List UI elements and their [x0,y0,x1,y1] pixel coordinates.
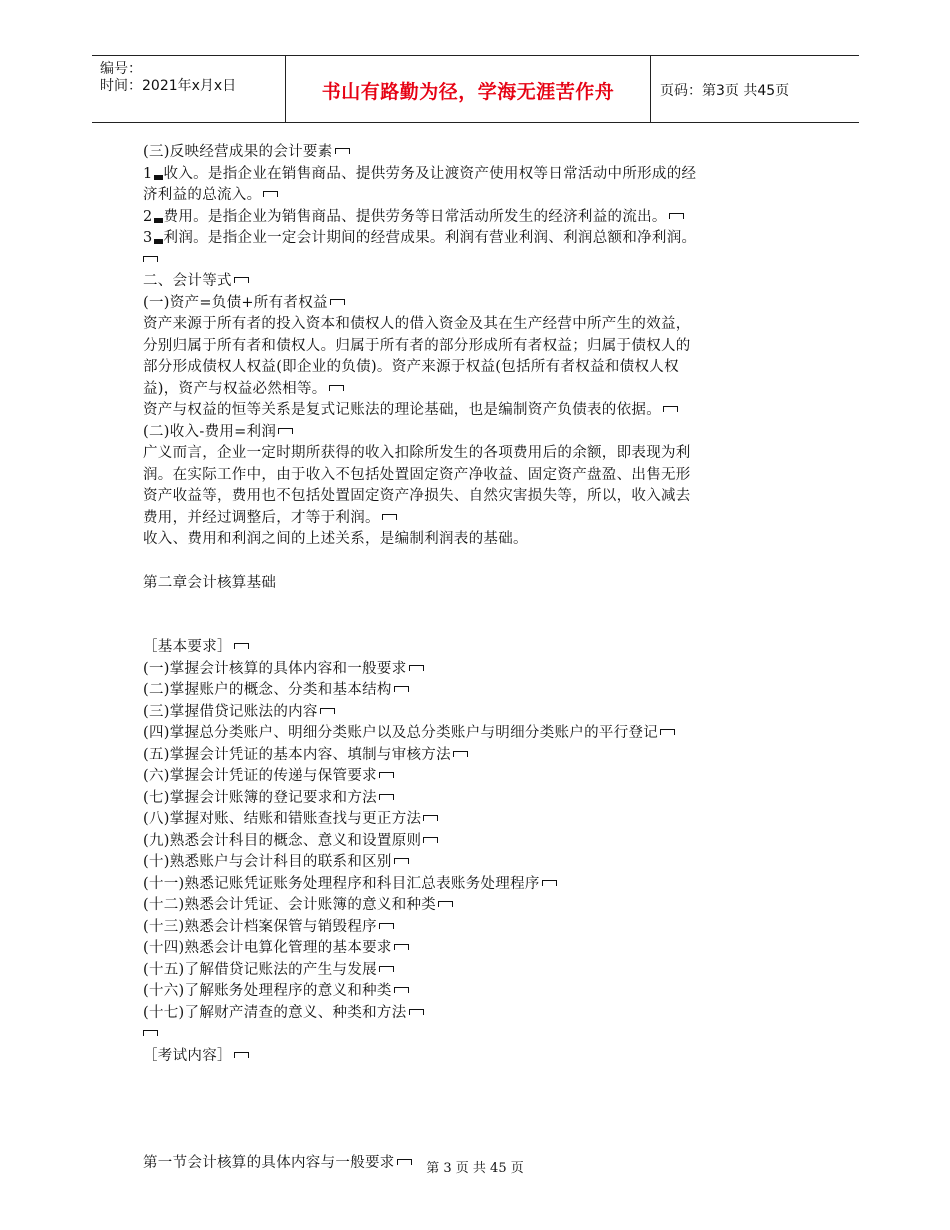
paragraph-mark-icon [335,148,350,155]
paragraph-mark-icon [423,815,438,822]
time-label: 时间：2021年x月x日 [100,78,237,94]
empty-paragraph [143,1024,823,1046]
paragraph-mark-icon [394,987,409,994]
list-item: (十四)熟悉会计电算化管理的基本要求 [143,938,823,960]
list-item: (一)掌握会计核算的具体内容和一般要求 [143,659,823,681]
paragraph-mark-icon [423,837,438,844]
paragraph-mark-icon [660,729,675,736]
page-header [92,55,859,123]
item-profit: 3 利润。是指企业一定会计期间的经营成果。利润有营业利润、利润总额和净利润。 [143,230,697,246]
list-item: (三)掌握借贷记账法的内容 [143,702,823,724]
paragraph-mark-icon [234,1052,249,1059]
list-marker-icon [154,175,163,180]
list-item: (十)熟悉账户与会计科目的联系和区别 [143,852,823,874]
paragraph-mark-icon [379,966,394,973]
paragraph-mark-icon [453,751,468,758]
paragraph-mark-icon [143,1030,158,1037]
header-meta [100,61,236,95]
item-revenue-cont: 济利益的总流入。 [143,185,823,207]
chapter-title: 第二章会计核算基础 [143,574,277,591]
paragraph-mark-icon [234,643,249,650]
paragraph-mark-icon [394,944,409,951]
paragraph-mark-icon [379,923,394,930]
list-marker-icon [154,239,163,244]
paragraph-text: 广义而言，企业一定时期所获得的收入扣除所发生的各项费用后的余额，即表现为利 [143,445,691,461]
paragraph-text: 分别归属于所有者和债权人。归属于所有者的部分形成所有者权益；归属于债权人的 [143,337,691,354]
list-marker-icon [154,218,163,223]
paragraph-mark-icon [394,686,409,693]
heading-accounting-equation: 二、会计等式 [143,271,823,293]
list-item: (二)掌握账户的概念、分类和基本结构 [143,680,823,702]
item-profit-mark [143,250,823,272]
paragraph-mark-icon [394,858,409,865]
serial-label: 编号： [100,61,142,77]
paragraph-mark-icon [330,299,345,306]
list-item: (九)熟悉会计科目的概念、意义和设置原则 [143,831,823,853]
paragraph-text: 资产与权益的恒等关系是复式记账法的理论基础，也是编制资产负债表的依据。 [143,400,823,422]
paragraph-text: 益)，资产与权益必然相等。 [143,379,823,401]
heading-business-results: (三)反映经营成果的会计要素 [143,142,823,164]
paragraph-mark-icon [278,428,293,435]
paragraph-mark-icon [263,191,278,198]
header-divider [650,56,651,122]
paragraph-text: 收入、费用和利润之间的上述关系，是编制利润表的基础。 [143,531,528,547]
exam-title: ［考试内容］ [143,1046,823,1068]
list-item: (十一)熟悉记账凭证账务处理程序和科目汇总表账务处理程序 [143,874,823,896]
heading-equation-2: (二)收入-费用=利润 [143,422,823,444]
requirements-list [143,659,823,1025]
paragraph-mark-icon [379,794,394,801]
item-expense: 2 费用。是指企业为销售商品、提供劳务等日常活动所发生的经济利益的流出。 [143,207,823,229]
requirements-title: ［基本要求］ [143,637,823,659]
paragraph-mark-icon [409,1009,424,1016]
paragraph-text: 润。在实际工作中，由于收入不包括处置固定资产净收益、固定资产盘盈、出售无形 [143,466,691,483]
paragraph-mark-icon [409,665,424,672]
heading-equation-1: (一)资产=负债+所有者权益 [143,293,823,315]
list-item: (十五)了解借贷记账法的产生与发展 [143,960,823,982]
paragraph-mark-icon [542,880,557,887]
paragraph-text: 资产收益等，费用也不包括处置固定资产净损失、自然灾害损失等，所以，收入减去 [143,488,691,504]
list-item: (十七)了解财产清查的意义、种类和方法 [143,1003,823,1025]
paragraph-text: 部分形成债权人权益(即企业的负债)。资产来源于权益(包括所有者权益和债权人权 [143,359,679,375]
section-title: 第一节会计核算的具体内容与一般要求 [143,1153,823,1175]
paragraph-text: 资产来源于所有者的投入资本和债权人的借入资金及其在生产经营中所产生的效益， [143,316,691,332]
paragraph-mark-icon [320,708,335,715]
paragraph-mark-icon [379,772,394,779]
paragraph-mark-icon [438,901,453,908]
list-item: (四)掌握总分类账户、明细分类账户以及总分类账户与明细分类账户的平行登记 [143,723,823,745]
paragraph-mark-icon [663,406,678,413]
paragraph-mark-icon [329,385,344,392]
list-item: (十二)熟悉会计凭证、会计账簿的意义和种类 [143,895,823,917]
document-body [143,142,823,1175]
list-item: (六)掌握会计凭证的传递与保管要求 [143,766,823,788]
motto: 书山有路勤为径，学海无涯苦作舟 [321,81,615,103]
page-footer: 第 3 页 共 45 页 [426,1161,524,1176]
list-item: (七)掌握会计账簿的登记要求和方法 [143,788,823,810]
paragraph-mark-icon [382,514,397,521]
list-item: (十三)熟悉会计档案保管与销毁程序 [143,917,823,939]
list-item: (五)掌握会计凭证的基本内容、填制与审核方法 [143,745,823,767]
page-label: 页码：第3页 共45页 [660,83,790,99]
paragraph-mark-icon [669,213,684,220]
list-item: (十六)了解账务处理程序的意义和种类 [143,981,823,1003]
paragraph-mark-icon [143,256,158,263]
item-revenue: 1 收入。是指企业在销售商品、提供劳务及让渡资产使用权等日常活动中所形成的经 [143,165,697,182]
list-item: (八)掌握对账、结账和错账查找与更正方法 [143,809,823,831]
paragraph-mark-icon [234,277,249,284]
paragraph-text: 费用，并经过调整后，才等于利润。 [143,508,823,530]
